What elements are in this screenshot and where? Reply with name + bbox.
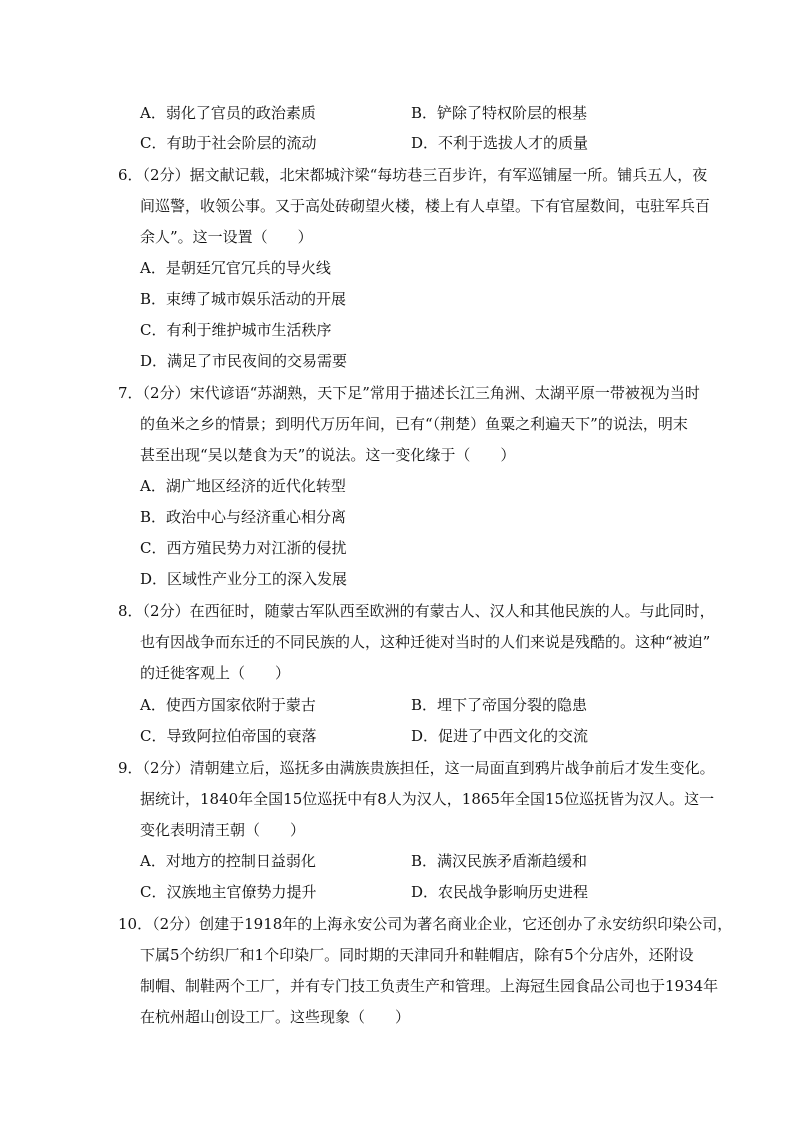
q9-option-a[interactable] bbox=[140, 851, 316, 871]
option-text: 是朝廷冗官冗兵的导火线 bbox=[165, 259, 331, 277]
option-text: 农民战争影响历史进程 bbox=[438, 883, 589, 901]
q6-option-b[interactable] bbox=[140, 289, 346, 309]
option-letter: C． bbox=[140, 883, 167, 901]
option-text: 束缚了城市娱乐活动的开展 bbox=[166, 290, 347, 308]
option-text: 西方殖民势力对江浙的侵扰 bbox=[166, 539, 347, 557]
option-text: 区域性产业分工的深入发展 bbox=[167, 570, 348, 588]
option-letter: A． bbox=[140, 852, 166, 870]
q9-option-d[interactable] bbox=[411, 882, 588, 902]
q7-option-b[interactable] bbox=[140, 507, 346, 527]
q8-option-c[interactable] bbox=[140, 726, 317, 746]
option-text: 有利于维护城市生活秩序 bbox=[166, 321, 332, 339]
option-letter: D． bbox=[140, 570, 168, 588]
q9-option-c[interactable] bbox=[140, 882, 317, 902]
q8-option-b[interactable] bbox=[411, 695, 587, 715]
option-letter: C． bbox=[140, 539, 167, 557]
q7-stem-line-3: 甚至出现“吴以楚食为天”的说法。这一变化缘于（ ） bbox=[140, 446, 516, 464]
q9-option-b[interactable] bbox=[411, 851, 587, 871]
option-letter: C． bbox=[140, 321, 167, 339]
option-letter: A． bbox=[140, 104, 166, 122]
option-text: 弱化了官员的政治素质 bbox=[165, 104, 316, 122]
q6-stem-line-3: 余人”。这一设置（ ） bbox=[140, 228, 313, 246]
option-text: 促进了中西文化的交流 bbox=[438, 727, 589, 745]
q5-option-a[interactable] bbox=[140, 103, 316, 123]
q5-option-c[interactable] bbox=[140, 133, 317, 153]
q5-option-b[interactable] bbox=[411, 103, 587, 123]
option-letter: B． bbox=[411, 696, 438, 714]
q8-option-d[interactable] bbox=[411, 726, 588, 746]
q6-stem-line-2: 间巡警，收领公事。又于高处砖砌望火楼，楼上有人卓望。下有官屋数间，屯驻军兵百 bbox=[140, 197, 711, 215]
option-letter: D． bbox=[411, 883, 439, 901]
q9-stem-line-3: 变化表明清王朝（ ） bbox=[140, 821, 306, 839]
option-text: 有助于社会阶层的流动 bbox=[166, 134, 317, 152]
option-letter: A． bbox=[140, 477, 166, 495]
option-letter: B． bbox=[140, 508, 167, 526]
option-text: 不利于选拔人才的质量 bbox=[438, 134, 589, 152]
q7-option-c[interactable] bbox=[140, 538, 347, 558]
q10-stem-line-3: 制帽、制鞋两个工厂，并有专门技工负责生产和管理。上海冠生园食品公司也于1934年 bbox=[140, 977, 719, 995]
q7-option-d[interactable] bbox=[140, 569, 347, 589]
q9-stem-line-2: 据统计，1840年全国15位巡抚中有8人为汉人，1865年全国15位巡抚皆为汉人。这一 bbox=[140, 790, 715, 808]
option-text: 使西方国家依附于蒙古 bbox=[165, 696, 316, 714]
q6-option-a[interactable] bbox=[140, 258, 331, 278]
option-text: 湖广地区经济的近代化转型 bbox=[165, 477, 346, 495]
q8-option-a[interactable] bbox=[140, 695, 316, 715]
q6-option-c[interactable] bbox=[140, 320, 332, 340]
q10-stem-line-1: 10．（2分）创建于1918年的上海永安公司为著名商业企业，它还创办了永安纺织印染公司， bbox=[118, 915, 733, 933]
option-letter: C． bbox=[140, 134, 167, 152]
q7-stem-line-1: 7．（2分）宋代谚语“苏湖熟，天下足”常用于描述长江三角洲、太湖平原一带被视为当时 bbox=[118, 384, 700, 402]
q8-stem-line-2: 也有因战争而东迁的不同民族的人，这种迁徙对当时的人们来说是残酷的。这种“被迫” bbox=[140, 633, 711, 651]
option-text: 铲除了特权阶层的根基 bbox=[437, 104, 588, 122]
q10-stem-line-4: 在杭州超山创设工厂。这些现象（ ） bbox=[140, 1008, 411, 1026]
option-text: 满汉民族矛盾渐趋缓和 bbox=[437, 852, 588, 870]
option-text: 埋下了帝国分裂的隐患 bbox=[437, 696, 588, 714]
q6-option-d[interactable] bbox=[140, 351, 347, 371]
option-letter: B． bbox=[411, 852, 438, 870]
option-letter: D． bbox=[140, 352, 168, 370]
q10-stem-line-2: 下属5个纺织厂和1个印染厂。同时期的天津同升和鞋帽店，除有5个分店外，还附设 bbox=[140, 946, 694, 964]
option-letter: D． bbox=[411, 134, 439, 152]
option-text: 导致阿拉伯帝国的衰落 bbox=[166, 727, 317, 745]
q8-stem-line-3: 的迁徙客观上（ ） bbox=[140, 664, 291, 682]
option-text: 汉族地主官僚势力提升 bbox=[166, 883, 317, 901]
option-letter: A． bbox=[140, 259, 166, 277]
option-letter: B． bbox=[411, 104, 438, 122]
option-text: 政治中心与经济重心相分离 bbox=[166, 508, 347, 526]
option-letter: D． bbox=[411, 727, 439, 745]
option-letter: A． bbox=[140, 696, 166, 714]
option-letter: C． bbox=[140, 727, 167, 745]
q6-stem-line-1: 6．（2分）据文献记载，北宋都城汴梁“每坊巷三百步许，有军巡铺屋一所。铺兵五人，夜 bbox=[118, 166, 708, 184]
q7-option-a[interactable] bbox=[140, 476, 346, 496]
option-letter: B． bbox=[140, 290, 167, 308]
q9-stem-line-1: 9．（2分）清朝建立后，巡抚多由满族贵族担任，这一局面直到鸦片战争前后才发生变化。 bbox=[118, 759, 715, 777]
q5-option-d[interactable] bbox=[411, 133, 588, 153]
option-text: 满足了市民夜间的交易需要 bbox=[167, 352, 348, 370]
q7-stem-line-2: 的鱼米之乡的情景；到明代万历年间，已有“（荆楚）鱼粟之利遍天下”的说法，明末 bbox=[140, 415, 688, 433]
option-text: 对地方的控制日益弱化 bbox=[165, 852, 316, 870]
q8-stem-line-1: 8．（2分）在西征时，随蒙古军队西至欧洲的有蒙古人、汉人和其他民族的人。与此同时， bbox=[118, 602, 715, 620]
